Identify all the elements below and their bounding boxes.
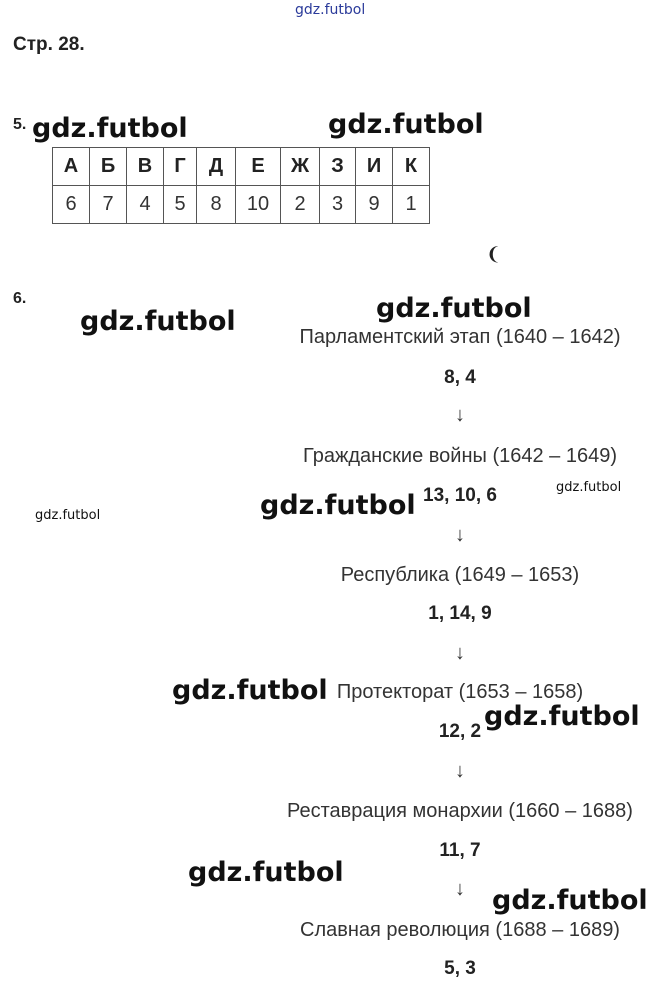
table-cell-value: 7 <box>90 186 127 224</box>
watermark: gdz.futbol <box>80 306 236 337</box>
table-cell-value: 6 <box>53 186 90 224</box>
watermark: gdz.futbol <box>492 885 648 916</box>
table-row-letters <box>53 148 430 186</box>
table-cell-value: 10 <box>236 186 281 224</box>
task-5-number: 5. <box>13 116 27 133</box>
watermark: gdz.futbol <box>172 675 328 706</box>
table-cell-letter: К <box>393 148 430 186</box>
table-cell-letter: Г <box>164 148 197 186</box>
down-arrow-icon: ↓ <box>455 524 465 546</box>
down-arrow-icon: ↓ <box>455 404 465 426</box>
table-cell-letter: З <box>320 148 356 186</box>
stage-title: Гражданские войны (1642 – 1649) <box>303 445 617 467</box>
down-arrow-icon: ↓ <box>455 878 465 900</box>
table-cell-value: 5 <box>164 186 197 224</box>
stage-codes: 1, 14, 9 <box>428 603 492 624</box>
table-cell-letter: В <box>127 148 164 186</box>
stage-title: Республика (1649 – 1653) <box>340 564 580 586</box>
stage-title: Славная революция (1688 – 1689) <box>300 919 620 941</box>
stage-codes: 5, 3 <box>444 958 476 979</box>
stage-title: Протекторат (1653 – 1658) <box>336 681 584 703</box>
down-arrow-icon: ↓ <box>455 642 465 664</box>
watermark: gdz.futbol <box>32 113 188 144</box>
stage-codes: 8, 4 <box>444 367 476 388</box>
table-cell-value: 3 <box>320 186 356 224</box>
answer-table <box>52 147 430 224</box>
table-cell-letter: Е <box>236 148 281 186</box>
watermark: gdz.futbol <box>556 480 622 495</box>
table-cell-letter: Ж <box>281 148 320 186</box>
stage-title: Парламентский этап (1640 – 1642) <box>299 326 621 348</box>
watermark: gdz.futbol <box>260 490 416 521</box>
watermark: gdz.futbol <box>188 857 344 888</box>
watermark: gdz.futbol <box>484 701 640 732</box>
watermark: gdz.futbol <box>376 293 532 324</box>
stray-mark-icon: ❨ <box>486 244 502 264</box>
stage-codes: 13, 10, 6 <box>423 485 497 506</box>
table-cell-value: 8 <box>197 186 236 224</box>
table-cell-letter: А <box>53 148 90 186</box>
table-cell-value: 2 <box>281 186 320 224</box>
table-cell-value: 1 <box>393 186 430 224</box>
table-cell-letter: Д <box>197 148 236 186</box>
table-cell-value: 9 <box>356 186 393 224</box>
table-cell-value: 4 <box>127 186 164 224</box>
table-cell-letter: Б <box>90 148 127 186</box>
stage-title: Реставрация монархии (1660 – 1688) <box>287 800 633 822</box>
page-reference: Стр. 28. <box>13 34 85 55</box>
table-cell-letter: И <box>356 148 393 186</box>
stage-codes: 12, 2 <box>438 721 482 742</box>
watermark-top: gdz.futbol <box>295 2 366 18</box>
task-6-number: 6. <box>13 290 27 307</box>
stage-codes: 11, 7 <box>439 840 481 861</box>
down-arrow-icon: ↓ <box>455 760 465 782</box>
table-row-values <box>53 186 430 224</box>
watermark: gdz.futbol <box>328 109 484 140</box>
watermark: gdz.futbol <box>35 508 101 523</box>
